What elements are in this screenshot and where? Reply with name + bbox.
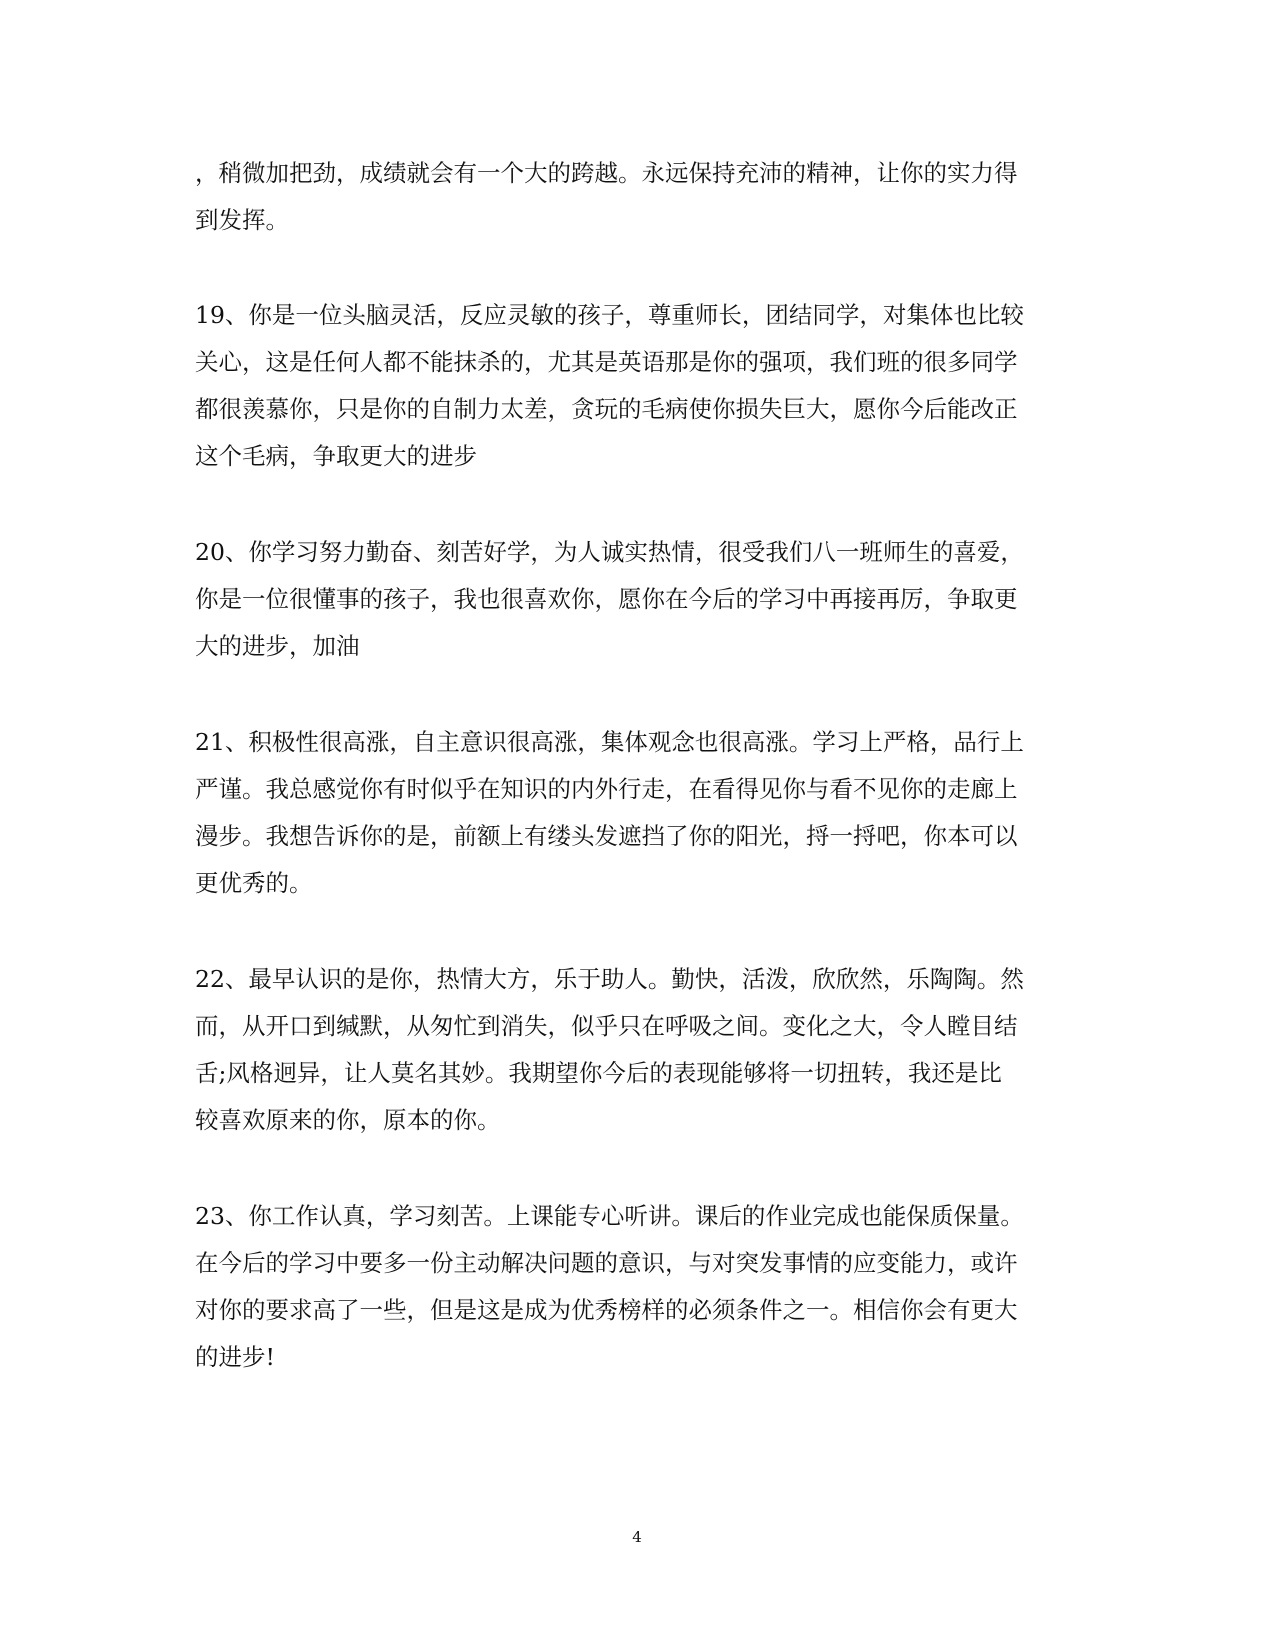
paragraph-line: 大的进步，加油 (195, 632, 360, 660)
paragraph-line: 在今后的学习中要多一份主动解决问题的意识，与对突发事情的应变能力，或许 (195, 1249, 1018, 1277)
paragraph-line: ，稍微加把劲，成绩就会有一个大的跨越。永远保持充沛的精神，让你的实力得 (195, 159, 1018, 187)
page-number: 4 (632, 1528, 642, 1546)
paragraph-line: 21、积极性很高涨，自主意识很高涨，集体观念也很高涨。学习上严格，品行上 (195, 728, 1024, 756)
paragraph-line: 这个毛病，争取更大的进步 (195, 442, 477, 470)
paragraph-line: 舌;风格迥异，让人莫名其妙。我期望你今后的表现能够将一切扭转，我还是比 (195, 1059, 1002, 1087)
paragraph-line: 较喜欢原来的你，原本的你。 (195, 1106, 501, 1134)
paragraph-line: 的进步! (195, 1343, 275, 1371)
paragraph-line: 22、最早认识的是你，热情大方，乐于助人。勤快，活泼，欣欣然，乐陶陶。然 (195, 965, 1024, 993)
paragraph-line: 都很羡慕你，只是你的自制力太差，贪玩的毛病使你损失巨大，愿你今后能改正 (195, 395, 1018, 423)
paragraph-line: 对你的要求高了一些，但是这是成为优秀榜样的必须条件之一。相信你会有更大 (195, 1296, 1018, 1324)
paragraph-line: 严谨。我总感觉你有时似乎在知识的内外行走，在看得见你与看不见你的走廊上 (195, 775, 1018, 803)
paragraph-line: 关心，这是任何人都不能抹杀的，尤其是英语那是你的强项，我们班的很多同学 (195, 348, 1018, 376)
paragraph-line: 你是一位很懂事的孩子，我也很喜欢你，愿你在今后的学习中再接再厉，争取更 (195, 585, 1018, 613)
paragraph-line: 到发挥。 (195, 206, 289, 234)
paragraph-line: 更优秀的。 (195, 869, 313, 897)
paragraph-line: 20、你学习努力勤奋、刻苦好学，为人诚实热情，很受我们八一班师生的喜爱， (195, 538, 1024, 566)
paragraph-line: 23、你工作认真，学习刻苦。上课能专心听讲。课后的作业完成也能保质保量。 (195, 1202, 1024, 1230)
paragraph-line: 19、你是一位头脑灵活，反应灵敏的孩子，尊重师长，团结同学，对集体也比较 (195, 301, 1024, 329)
paragraph-line: 漫步。我想告诉你的是，前额上有缕头发遮挡了你的阳光，捋一捋吧，你本可以 (195, 822, 1018, 850)
paragraph-line: 而，从开口到缄默，从匆忙到消失，似乎只在呼吸之间。变化之大，令人瞠目结 (195, 1012, 1018, 1040)
